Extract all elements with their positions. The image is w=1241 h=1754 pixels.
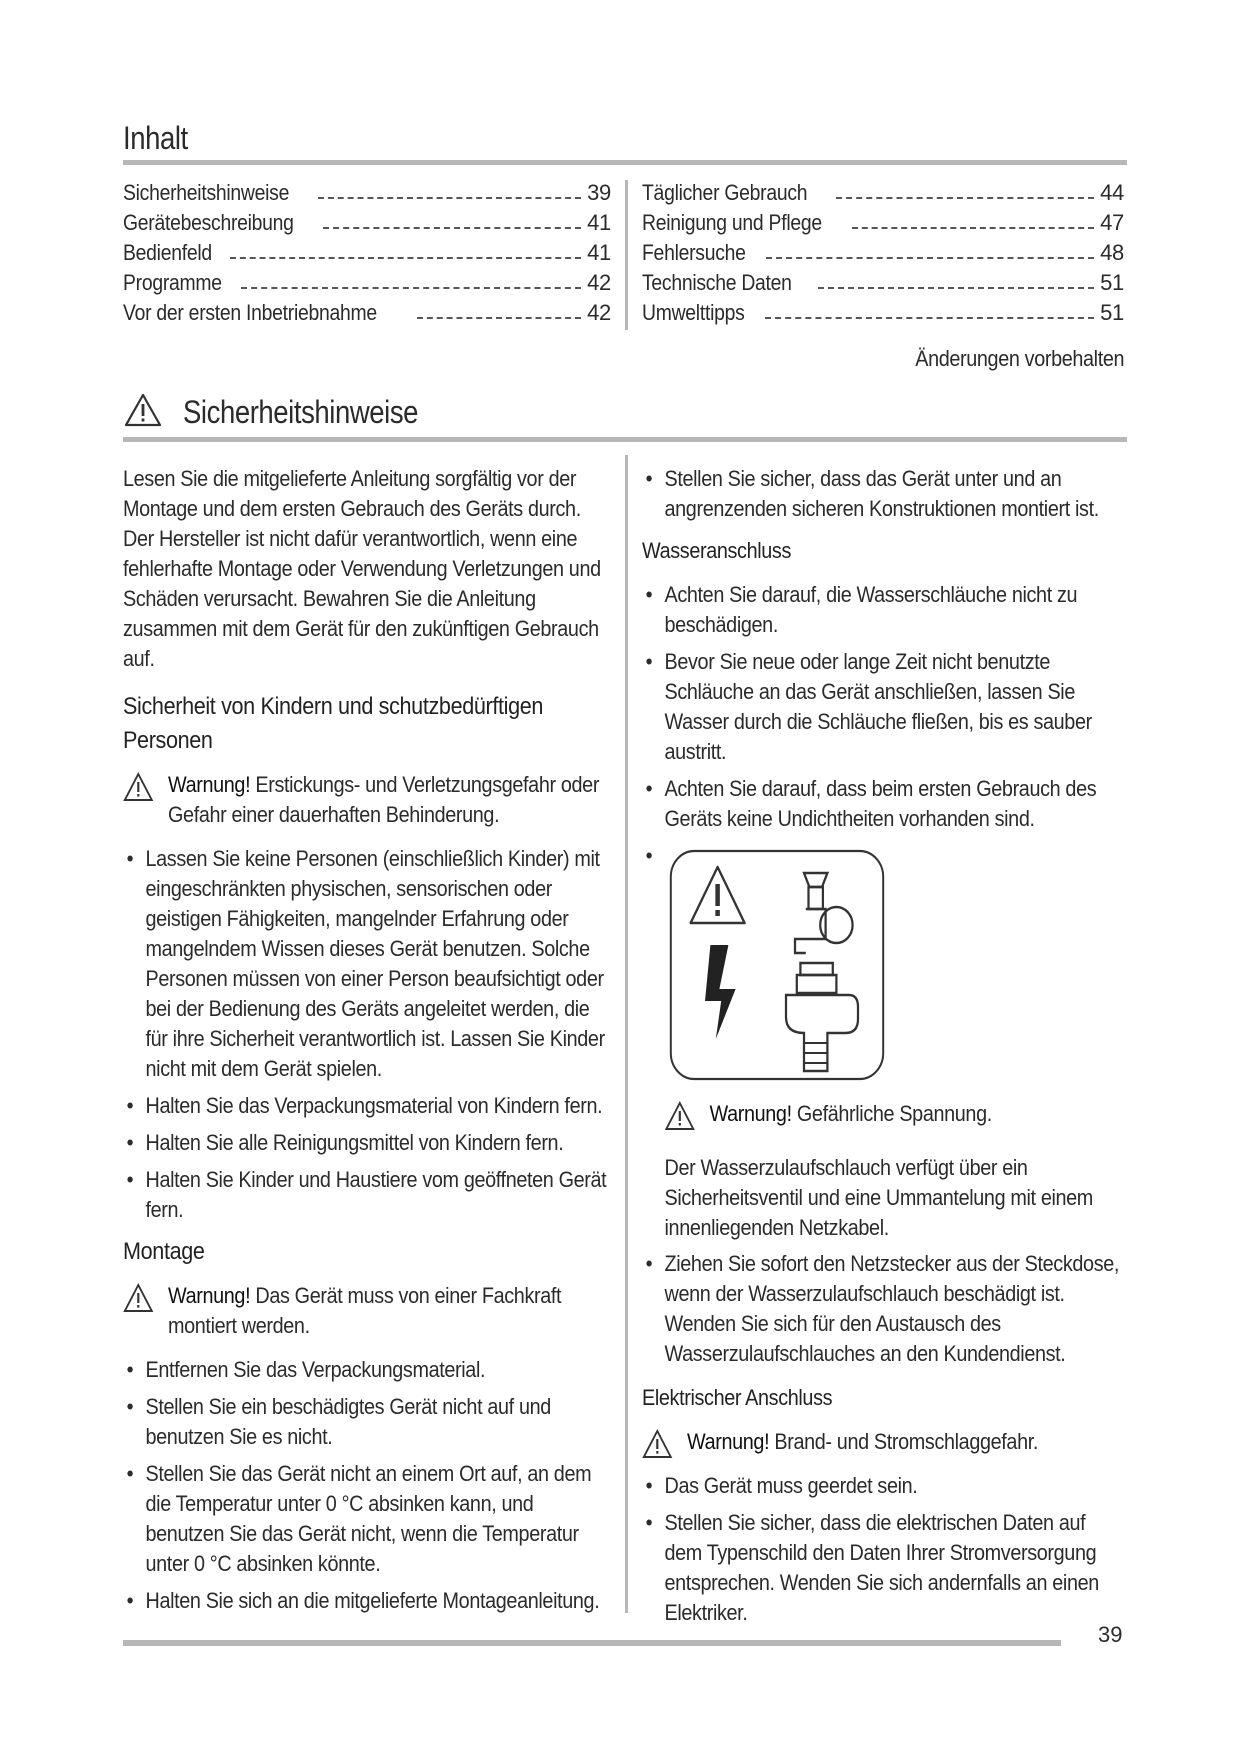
list-item: • Halten Sie Kinder und Haustiere vom geöffneten Gerät fern. xyxy=(123,1165,609,1225)
toc-entry-label: Fehlersuche xyxy=(642,240,746,265)
toc-entry[interactable] xyxy=(123,298,611,328)
toc-entry-page: 39 xyxy=(587,180,611,205)
warning-label: Warnung! xyxy=(168,772,251,797)
list-item: • Stellen Sie sicher, dass die elektrischen Daten auf dem Typenschild den Daten Ihrer Stromversorgung entsprechen. Wenden Sie sich andernfalls an einen Elektriker. xyxy=(642,1508,1124,1628)
changes-reserved-note: Änderungen vorbehalten xyxy=(915,346,1124,371)
contents-title-rule xyxy=(123,160,1127,165)
toc-leader xyxy=(766,257,1094,259)
warning-text: Erstickungs- und Verletzungsgefahr oder Gefahr einer dauerhaften Behinderung. xyxy=(168,772,600,827)
footer-rule xyxy=(123,1640,1061,1646)
list-item: • Ziehen Sie sofort den Netzstecker aus der Steckdose, wenn der Wasserzulaufschlauch beschädigt ist. Wenden Sie sich für den Austausch des Wasserzulaufschlauches an den Kundendienst. xyxy=(642,1249,1124,1369)
warning-text: Brand- und Stromschlaggefahr. xyxy=(774,1429,1039,1454)
toc-entry-page: 51 xyxy=(1100,300,1124,325)
toc-entry[interactable] xyxy=(642,178,1124,208)
toc-entry[interactable] xyxy=(123,178,611,208)
toc-entry[interactable] xyxy=(123,238,611,268)
toc-leader xyxy=(318,197,581,199)
warning-triangle-icon xyxy=(665,1101,696,1131)
toc-entry[interactable] xyxy=(642,268,1124,298)
electric-connection-heading: Elektrischer Anschluss xyxy=(642,1385,833,1410)
warning-triangle-icon xyxy=(123,772,154,802)
toc-entry[interactable] xyxy=(123,268,611,298)
toc-entry[interactable] xyxy=(642,208,1124,238)
list-item: • Das Gerät muss geerdet sein. xyxy=(642,1471,1124,1501)
toc-entry[interactable] xyxy=(642,238,1124,268)
list-item: • Entfernen Sie das Verpackungsmaterial. xyxy=(123,1355,609,1385)
voltage-warning xyxy=(665,1099,1124,1129)
list-item: • Bevor Sie neue oder lange Zeit nicht benutzte Schläuche an das Gerät anschließen, lassen Sie Wasser durch die Schläuche fließen, bis es sauber austritt. xyxy=(642,647,1124,767)
warning-label: Warnung! xyxy=(687,1429,770,1454)
toc-entry-page: 42 xyxy=(587,270,611,295)
toc-entry-page: 41 xyxy=(587,210,611,235)
toc-leader xyxy=(765,317,1095,319)
toc-entry-label: Vor der ersten Inbetriebnahme xyxy=(123,300,377,325)
safety-right-column xyxy=(642,464,1124,1635)
hose-hazard-illustration xyxy=(669,849,885,1081)
toc-entry-label: Sicherheitshinweise xyxy=(123,180,290,205)
list-item: • Halten Sie alle Reinigungsmittel von Kindern fern. xyxy=(123,1128,609,1158)
list-item: • Lassen Sie keine Personen (einschließlich Kinder) mit eingeschränkten physischen, sensorischen oder geistigen Fähigkeiten, mangelnder Erfahrung oder mangelndem Wissen dieses Gerät benutzen. Solche Personen müssen von einer Person beaufsichtigt oder bei der Bedienung des Geräts angeleitet werden, die für ihre Sicherheit verantwortlich ist. Lassen Sie Kinder nicht mit dem Gerät spielen. xyxy=(123,844,609,1084)
warning-text: Das Gerät muss von einer Fachkraft montiert werden. xyxy=(168,1283,562,1338)
safety-intro: Lesen Sie die mitgelieferte Anleitung sorgfältig vor der Montage und dem ersten Gebrauch des Geräts durch. Der Hersteller ist nicht dafür verantwortlich, wenn eine fehlerhafte Montage oder Verwendung Verletzungen und Schäden verursacht. Bewahren Sie die Anleitung zusammen mit dem Gerät für den zukünftigen Gebrauch auf. xyxy=(123,466,601,671)
list-item: • Stellen Sie sicher, dass das Gerät unter und an angrenzenden sicheren Konstruktionen montiert ist. xyxy=(642,464,1124,524)
children-safety-list xyxy=(123,844,609,1225)
contents-title: Inhalt xyxy=(123,120,188,156)
safety-section-title: Sicherheitshinweise xyxy=(183,394,419,430)
list-item xyxy=(642,841,1124,1091)
electric-warning xyxy=(642,1427,1124,1457)
hose-list xyxy=(642,1249,1124,1369)
montage-warning xyxy=(123,1281,609,1341)
list-item: • Achten Sie darauf, die Wasserschläuche nicht zu beschädigen. xyxy=(642,580,1124,640)
toc-leader xyxy=(836,197,1094,199)
toc-entry[interactable] xyxy=(642,298,1124,328)
toc-entry-page: 48 xyxy=(1100,240,1124,265)
list-item: • Achten Sie darauf, dass beim ersten Gebrauch des Geräts keine Undichtheiten vorhanden sind. xyxy=(642,774,1124,834)
warning-triangle-icon xyxy=(123,392,163,428)
toc-entry-label: Technische Daten xyxy=(642,270,792,295)
safety-title-rule xyxy=(123,437,1127,442)
toc-entry-label: Täglicher Gebrauch xyxy=(642,180,808,205)
list-item: • Stellen Sie ein beschädigtes Gerät nicht auf und benutzen Sie es nicht. xyxy=(123,1392,609,1452)
toc-entry-label: Umwelttipps xyxy=(642,300,745,325)
section-column-divider xyxy=(625,455,628,1613)
warning-triangle-icon xyxy=(642,1429,673,1459)
montage-heading: Montage xyxy=(123,1238,205,1265)
toc-column-divider xyxy=(625,180,628,330)
hose-description: Der Wasserzulaufschlauch verfügt über ein Sicherheitsventil und eine Ummantelung mit einem innenliegenden Netzkabel. xyxy=(664,1155,1093,1240)
toc-leader xyxy=(852,227,1094,229)
children-safety-heading: Sicherheit von Kindern und schutzbedürftigen Personen xyxy=(123,693,544,754)
montage-list xyxy=(123,1355,609,1616)
toc-entry-page: 51 xyxy=(1100,270,1124,295)
warning-text: Gefährliche Spannung. xyxy=(796,1101,992,1126)
toc-entry-page: 44 xyxy=(1100,180,1124,205)
list-item: • Halten Sie sich an die mitgelieferte Montageanleitung. xyxy=(123,1586,609,1616)
safety-left-column xyxy=(123,464,611,1623)
children-warning xyxy=(123,770,609,830)
warning-label: Warnung! xyxy=(168,1283,251,1308)
toc-leader xyxy=(323,227,581,229)
electric-connection-list xyxy=(642,1471,1124,1628)
toc-entry-label: Programme xyxy=(123,270,222,295)
toc-entry-label: Reinigung und Pflege xyxy=(642,210,822,235)
list-item: • Halten Sie das Verpackungsmaterial von Kindern fern. xyxy=(123,1091,609,1121)
toc-entry-label: Gerätebeschreibung xyxy=(123,210,294,235)
warning-label: Warnung! xyxy=(709,1101,792,1126)
toc-leader xyxy=(241,287,581,289)
water-connection-list xyxy=(642,580,1124,1091)
toc-entry-page: 47 xyxy=(1100,210,1124,235)
toc-entry[interactable] xyxy=(123,208,611,238)
toc-entry-label: Bedienfeld xyxy=(123,240,212,265)
toc-leader xyxy=(230,257,581,259)
toc-leader xyxy=(818,287,1094,289)
page-number: 39 xyxy=(1098,1622,1123,1647)
toc-entry-page: 41 xyxy=(587,240,611,265)
mounting-list xyxy=(642,464,1124,524)
list-item: • Stellen Sie das Gerät nicht an einem Ort auf, an dem die Temperatur unter 0 °C absinken kann, und benutzen Sie das Gerät nicht, wenn die Temperatur unter 0 °C absinken könnte. xyxy=(123,1459,609,1579)
warning-triangle-icon xyxy=(123,1283,154,1313)
toc-leader xyxy=(417,317,581,319)
toc-entry-page: 42 xyxy=(587,300,611,325)
water-connection-heading: Wasseranschluss xyxy=(642,538,792,563)
